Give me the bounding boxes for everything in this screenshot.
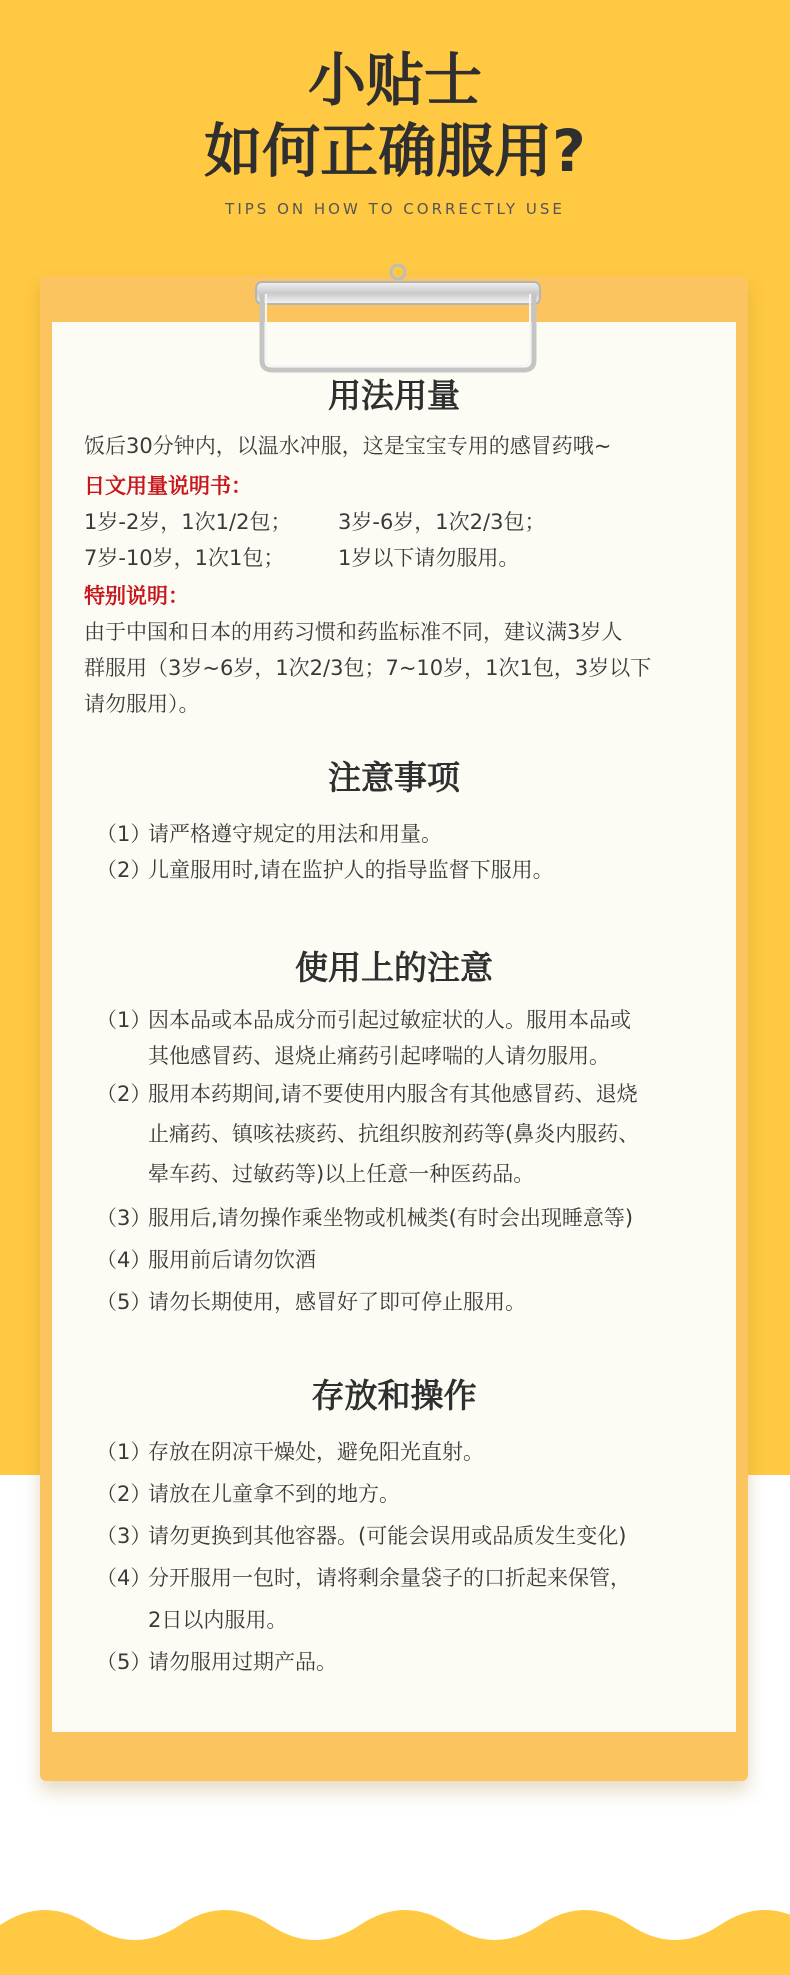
list-item: 服用后,请勿操作乘坐物或机械类(有时会出现睡意等) [148,1206,634,1230]
dose-3-6: 3岁-6岁，1次2/3包； [338,510,546,534]
list-item: 因本品或本品成分而引起过敏症状的人。服用本品或 [148,1008,631,1032]
section-title-usage-notes: 使用上的注意 [295,948,493,987]
list-item: 请严格遵守规定的用法和用量。 [148,822,442,846]
page-title-line2: 如何正确服用? [204,117,586,185]
list-item: 存放在阴凉干燥处，避免阳光直射。 [148,1440,484,1464]
list-item-number: （2） [96,858,152,882]
list-item: 分开服用一包时，请将剩余量袋子的口折起来保管， [148,1566,631,1590]
list-item-number: （5） [96,1650,152,1674]
list-item: 请勿更换到其他容器。(可能会误用或品质发生变化) [148,1524,627,1548]
list-item: 服用前后请勿饮酒 [148,1248,316,1272]
special-note-label: 特别说明： [84,584,189,608]
list-item-number: （3） [96,1524,152,1548]
list-item: 服用本药期间,请不要使用内服含有其他感冒药、退烧 [148,1082,638,1106]
list-item-number: （4） [96,1248,152,1272]
list-item-number: （1） [96,1008,152,1032]
list-item-number: （1） [96,1440,152,1464]
special-note-line: 群服用（3岁~6岁，1次2/3包；7~10岁，1次1包，3岁以下 [84,656,652,680]
section-title-precautions: 注意事项 [328,758,460,797]
special-note-line: 请勿服用）。 [84,692,200,716]
list-item: 请放在儿童拿不到的地方。 [148,1482,400,1506]
list-item-number: （4） [96,1566,152,1590]
page-subtitle: TIPS ON HOW TO CORRECTLY USE [225,200,565,218]
list-item-number: （1） [96,822,152,846]
usage-intro: 饭后30分钟内，以温水冲服，这是宝宝专用的感冒药哦~ [84,434,612,458]
dose-7-10: 7岁-10岁，1次1包； [84,546,285,570]
list-item: 请勿长期使用，感冒好了即可停止服用。 [148,1290,526,1314]
list-item-number: （3） [96,1206,152,1230]
page-title-line1: 小贴士 [307,46,482,114]
list-item: 晕车药、过敏药等)以上任意一种医药品。 [148,1162,535,1186]
list-item-number: （2） [96,1082,152,1106]
binder-clip-icon [252,262,544,382]
section-title-usage: 用法用量 [328,376,460,415]
section-title-storage: 存放和操作 [311,1376,477,1415]
wave-decoration [0,1895,790,1975]
list-item-number: （5） [96,1290,152,1314]
list-item: 其他感冒药、退烧止痛药引起哮喘的人请勿服用。 [148,1044,610,1068]
list-item: 止痛药、镇咳祛痰药、抗组织胺剂药等(鼻炎内服药、 [148,1122,640,1146]
list-item: 2日以内服用。 [148,1608,288,1632]
list-item-number: （2） [96,1482,152,1506]
dose-under-1: 1岁以下请勿服用。 [338,546,520,570]
list-item: 儿童服用时,请在监护人的指导监督下服用。 [148,858,554,882]
dose-1-2: 1岁-2岁，1次1/2包； [84,510,292,534]
list-item: 请勿服用过期产品。 [148,1650,337,1674]
jp-dosage-label: 日文用量说明书： [84,474,252,498]
special-note-line: 由于中国和日本的用药习惯和药监标准不同，建议满3岁人 [84,620,623,644]
